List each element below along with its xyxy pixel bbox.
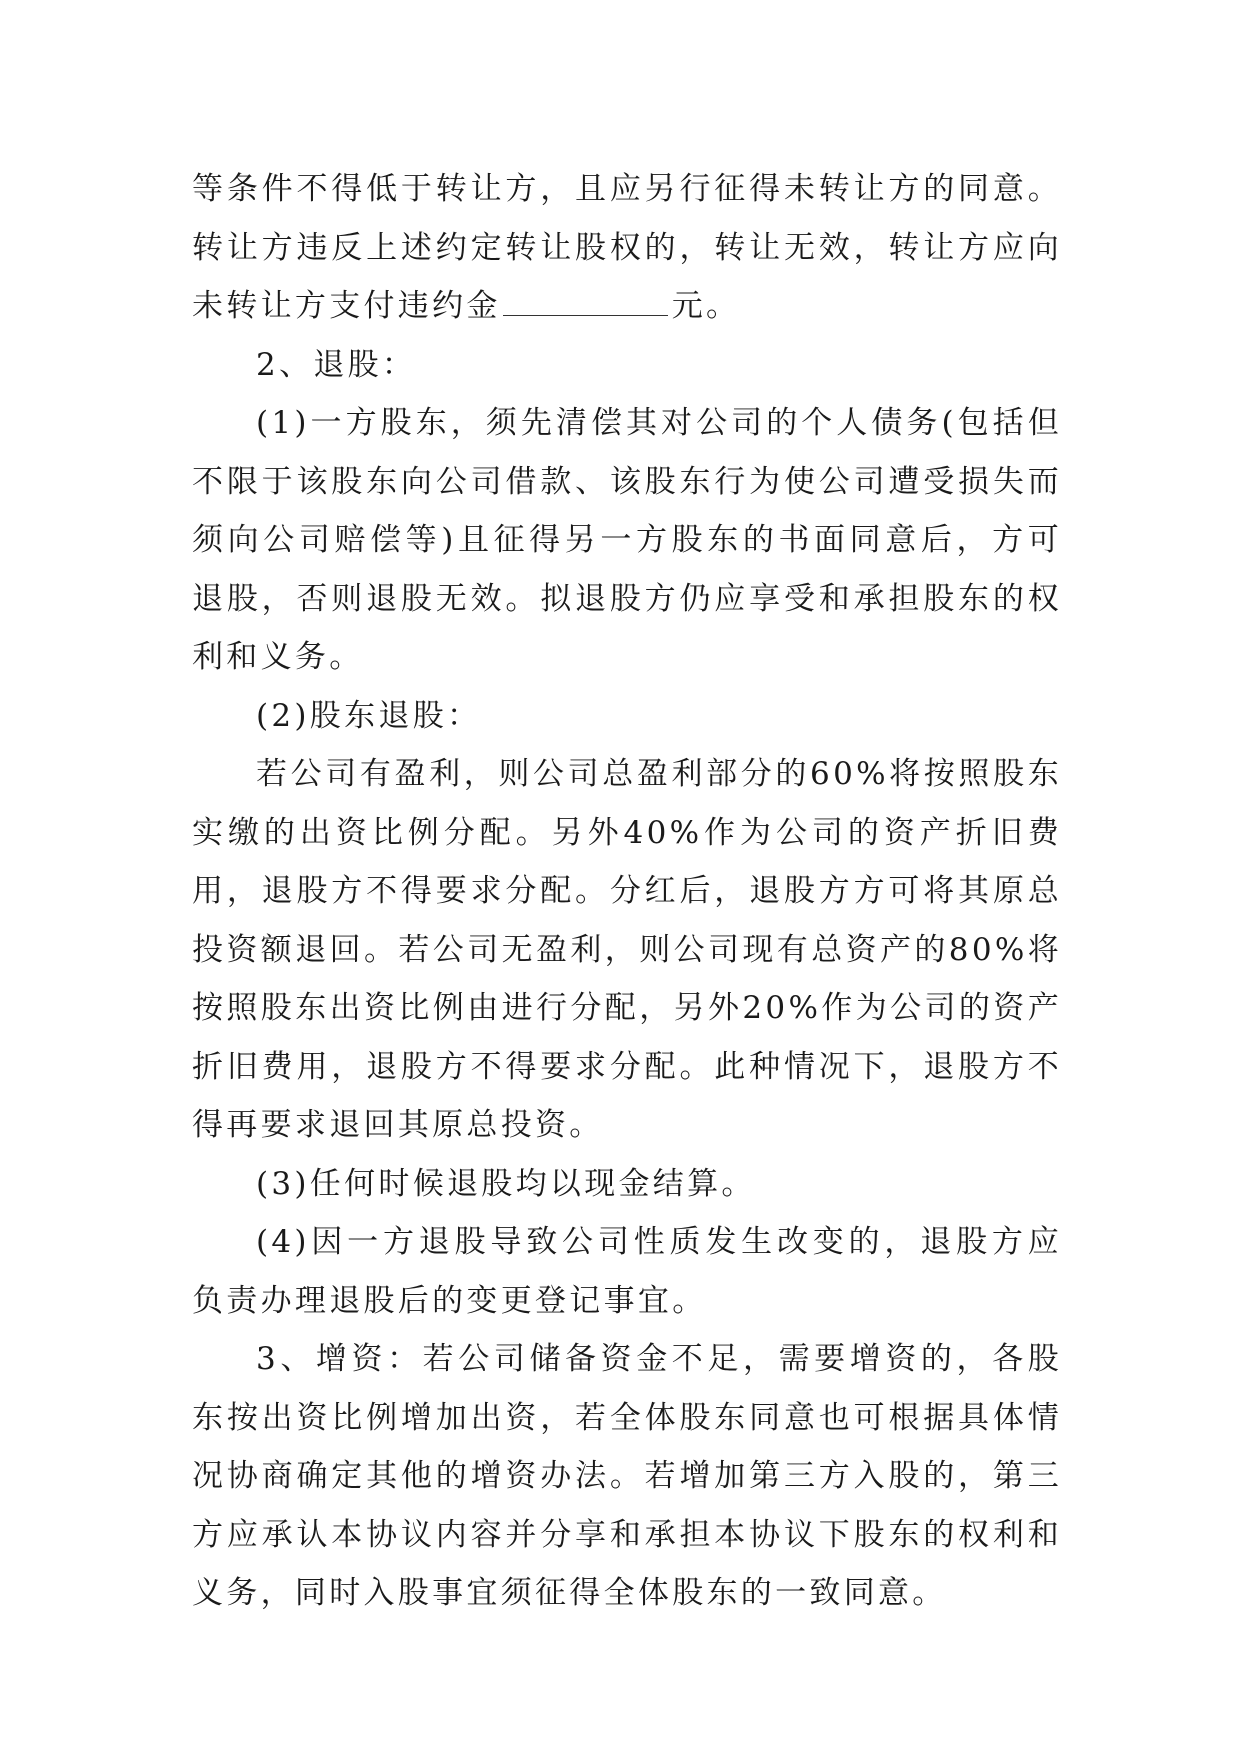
paragraph-capital-increase: 3、增资：若公司储备资金不足，需要增资的，各股东按出资比例增加出资，若全体股东同意也可根据具体情况协商确定其他的增资办法。若增加第三方入股的，第三方应承认本协议内容并分享和承担本协议下股东的权利和义务，同时入股事宜须征得全体股东的一致同意。 <box>192 1341 1062 1611</box>
paragraph-withdrawal-4: (4)因一方退股导致公司性质发生改变的，退股方应负责办理退股后的变更登记事宜。 <box>192 1224 1062 1319</box>
paragraph-profit-distribution: 若公司有盈利，则公司总盈利部分的60%将按照股东实缴的出资比例分配。另外40%作为公司的资产折旧费用，退股方不得要求分配。分红后，退股方方可将其原总投资额退回。若公司无盈利，则公司现有总资产的80%将按照股东出资比例由进行分配，另外20%作为公司的资产折旧费用，退股方不得要求分配。此种情况下，退股方不得再要求退回其原总投资。 <box>192 756 1062 1143</box>
document-body <box>192 160 1062 1623</box>
blank-fill-line <box>503 285 668 316</box>
paragraph-text: 元。 <box>671 288 741 324</box>
paragraph-withdrawal-1: (1)一方股东，须先清偿其对公司的个人债务(包括但不限于该股东向公司借款、该股东行为使公司遭受损失而须向公司赔偿等)且征得另一方股东的书面同意后，方可退股，否则退股无效。拟退股方仍应享受和承担股东的权利和义务。 <box>192 405 1062 675</box>
paragraph-withdrawal-3: (3)任何时候退股均以现金结算。 <box>256 1165 756 1202</box>
subheading-withdrawal-2: (2)股东退股： <box>256 697 482 734</box>
paragraph-transfer-penalty <box>192 160 1062 336</box>
section-heading-withdrawal: 2、退股： <box>256 346 417 383</box>
paragraph-text: 等条件不得低于转让方，且应另行征得未转让方的同意。转让方违反上述约定转让股权的，转让无效，转让方应向未转让方支付违约金 <box>192 171 1062 324</box>
